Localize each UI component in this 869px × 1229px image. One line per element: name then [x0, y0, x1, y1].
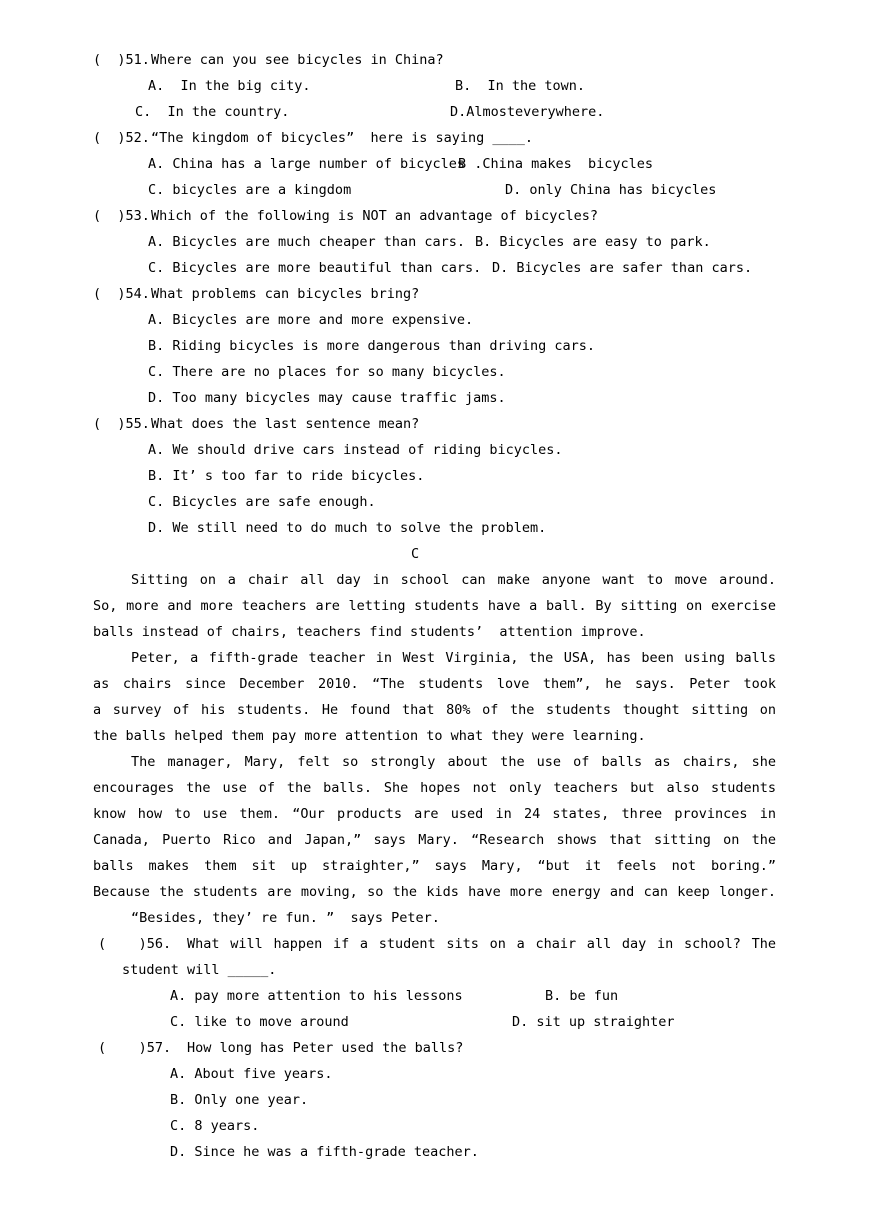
passage-p3-line-1: The manager, Mary, felt so strongly about the use of balls as chairs, she — [131, 754, 776, 770]
question-56-stem-line-2: student will _____. — [122, 962, 277, 978]
question-53 — [93, 203, 869, 229]
question-55-option-row-c — [93, 489, 869, 515]
passage-p3-line-3: know how to use them. “Our products are used in 24 states, three provinces in — [93, 806, 776, 822]
question-53-options-row-1 — [93, 229, 869, 255]
question-54 — [93, 281, 869, 307]
question-54-marker: ( )54. — [93, 286, 150, 302]
passage-p1-line-1: Sitting on a chair all day in school can make anyone want to move around. — [131, 572, 776, 588]
question-51-marker: ( )51. — [93, 52, 150, 68]
question-52-option-a: A. China has a large number of bicycles — [148, 156, 465, 172]
question-57-option-a: A. About five years. — [170, 1066, 333, 1082]
question-55-option-row-d — [93, 515, 869, 541]
question-56-option-b: B. be fun — [545, 988, 619, 1004]
question-53-stem: Which of the following is NOT an advantage of bicycles? — [151, 208, 599, 224]
passage-p2-line-1: Peter, a fifth-grade teacher in West Virginia, the USA, has been using balls — [131, 650, 776, 666]
question-56 — [93, 931, 869, 957]
question-54-stem: What problems can bicycles bring? — [151, 286, 420, 302]
question-54-option-b: B. Riding bicycles is more dangerous than driving cars. — [148, 338, 596, 354]
question-52-stem: “The kingdom of bicycles” here is saying ____. — [151, 130, 534, 146]
section-c-heading: C — [411, 546, 420, 562]
question-53-option-d: D. Bicycles are safer than cars. — [492, 260, 753, 276]
question-55-option-a: A. We should drive cars instead of riding bicycles. — [148, 442, 563, 458]
question-52-option-d: D. only China has bicycles — [505, 182, 717, 198]
question-55-option-c: C. Bicycles are safe enough. — [148, 494, 376, 510]
question-57-option-b: B. Only one year. — [170, 1092, 309, 1108]
question-56-options-row-1 — [93, 983, 869, 1009]
question-57-option-row-b — [93, 1087, 869, 1113]
question-55-option-row-a — [93, 437, 869, 463]
question-54-option-row-a — [93, 307, 869, 333]
question-53-option-c: C. Bicycles are more beautiful than cars. — [148, 260, 482, 276]
question-52-option-b: B .China makes bicycles — [458, 156, 654, 172]
question-51 — [93, 47, 869, 73]
question-57 — [93, 1035, 869, 1061]
question-52-option-c: C. bicycles are a kingdom — [148, 182, 352, 198]
question-54-option-d: D. Too many bicycles may cause traffic jams. — [148, 390, 506, 406]
question-53-marker: ( )53. — [93, 208, 150, 224]
question-51-option-d: D.Almosteverywhere. — [450, 104, 605, 120]
question-55-option-d: D. We still need to do much to solve the problem. — [148, 520, 547, 536]
question-51-options-row-2 — [93, 99, 869, 125]
question-54-option-row-c — [93, 359, 869, 385]
question-56-stem-line-1: What will happen if a student sits on a chair all day in school? The — [187, 936, 776, 952]
question-51-options-row-1 — [93, 73, 869, 99]
section-c-heading-row — [93, 541, 869, 567]
question-56-marker: ( )56. — [98, 936, 172, 952]
passage-p4-line-1: “Besides, they’ re fun. ” says Peter. — [131, 910, 440, 926]
question-57-stem: How long has Peter used the balls? — [187, 1040, 464, 1056]
question-54-option-c: C. There are no places for so many bicycles. — [148, 364, 506, 380]
question-57-option-row-a — [93, 1061, 869, 1087]
passage-p3-line-2: encourages the use of the balls. She hopes not only teachers but also students — [93, 780, 776, 796]
passage-p2-line-4: the balls helped them pay more attention to what they were learning. — [93, 728, 646, 744]
question-51-option-a: A. In the big city. — [148, 78, 311, 94]
question-53-options-row-2 — [93, 255, 869, 281]
question-56-option-a: A. pay more attention to his lessons — [170, 988, 463, 1004]
question-55-option-row-b — [93, 463, 869, 489]
question-56-options-row-2 — [93, 1009, 869, 1035]
passage-p1-line-3: balls instead of chairs, teachers find students’ attention improve. — [93, 624, 646, 640]
passage-p3-line-5: balls makes them sit up straighter,” says Mary, “but it feels not boring.” — [93, 858, 776, 874]
question-54-option-row-b — [93, 333, 869, 359]
question-52-options-row-1 — [93, 151, 869, 177]
question-57-option-d: D. Since he was a fifth-grade teacher. — [170, 1144, 479, 1160]
question-55 — [93, 411, 869, 437]
question-57-option-row-c — [93, 1113, 869, 1139]
question-52 — [93, 125, 869, 151]
passage-p2-line-2: as chairs since December 2010. “The students love them”, he says. Peter took — [93, 676, 776, 692]
passage-p3-line-6: Because the students are moving, so the kids have more energy and can keep longer. — [93, 884, 776, 900]
question-54-option-row-d — [93, 385, 869, 411]
question-53-option-a: A. Bicycles are much cheaper than cars. — [148, 234, 465, 250]
question-55-marker: ( )55. — [93, 416, 150, 432]
passage-p3-line-4: Canada, Puerto Rico and Japan,” says Mary. “Research shows that sitting on the — [93, 832, 776, 848]
question-56-option-d: D. sit up straighter — [512, 1014, 675, 1030]
question-56-option-c: C. like to move around — [170, 1014, 349, 1030]
question-52-marker: ( )52. — [93, 130, 150, 146]
question-51-option-b: B. In the town. — [455, 78, 586, 94]
question-52-options-row-2 — [93, 177, 869, 203]
question-53-option-b: B. Bicycles are easy to park. — [475, 234, 711, 250]
passage-p1-line-2: So, more and more teachers are letting students have a ball. By sitting on exercise — [93, 598, 776, 614]
passage-p2-line-3: a survey of his students. He found that 80% of the students thought sitting on — [93, 702, 776, 718]
question-51-stem: Where can you see bicycles in China? — [151, 52, 444, 68]
question-51-option-c: C. In the country. — [135, 104, 290, 120]
question-54-option-a: A. Bicycles are more and more expensive. — [148, 312, 474, 328]
question-56-stem-row-2 — [93, 957, 869, 983]
question-57-option-row-d — [93, 1139, 869, 1165]
question-55-stem: What does the last sentence mean? — [151, 416, 420, 432]
question-57-option-c: C. 8 years. — [170, 1118, 260, 1134]
question-57-marker: ( )57. — [98, 1040, 172, 1056]
question-55-option-b: B. It’ s too far to ride bicycles. — [148, 468, 425, 484]
